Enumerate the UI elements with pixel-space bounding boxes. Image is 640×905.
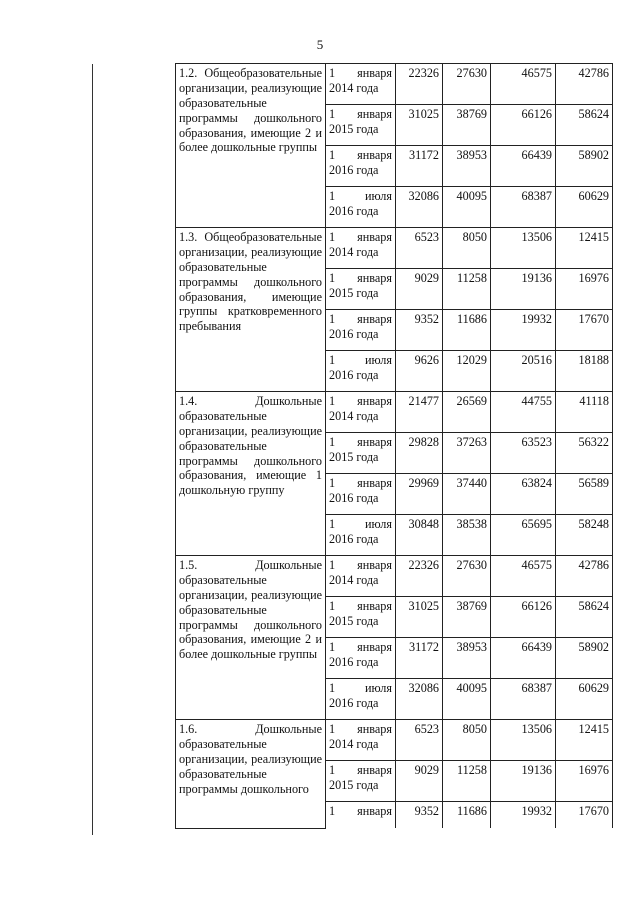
date-day-month: 1 января	[329, 107, 392, 121]
indicator-name-cell: 1.3. Общеобразовательные организации, реализующие образовательные программы дошкольного образования, имеющие группы кратковременного пребывания	[176, 228, 326, 392]
date-year: 2016 года	[329, 654, 379, 669]
data-table	[175, 63, 613, 829]
value-cell-1: 30848	[396, 515, 443, 556]
value-cell-1: 22326	[396, 64, 443, 105]
value-cell-3: 66439	[491, 638, 556, 679]
date-year: 2016 года	[329, 203, 379, 218]
value-cell-2: 8050	[443, 228, 491, 269]
date-day-month: 1 января	[329, 476, 392, 490]
value-cell-2: 11258	[443, 269, 491, 310]
value-cell-3: 46575	[491, 64, 556, 105]
left-margin-rule	[92, 64, 93, 835]
date-day-month: 1 июля	[329, 353, 392, 367]
value-cell-4: 42786	[556, 556, 613, 597]
value-cell-1: 31172	[396, 638, 443, 679]
value-cell-3: 19136	[491, 761, 556, 802]
value-cell-4: 16976	[556, 269, 613, 310]
indicator-name-cell: 1.4. Дошкольные образовательные организации, реализующие образовательные программы дошкольного образования, имеющие 1 дошкольную группу	[176, 392, 326, 556]
table-row	[176, 64, 613, 105]
page-number: 5	[316, 37, 324, 52]
value-cell-4: 58248	[556, 515, 613, 556]
date-year: 2014 года	[329, 572, 379, 587]
value-cell-2: 40095	[443, 187, 491, 228]
date-cell	[326, 433, 396, 474]
date-year: 2015 года	[329, 449, 379, 464]
value-cell-1: 32086	[396, 187, 443, 228]
date-day-month: 1 января	[329, 763, 392, 777]
value-cell-1: 9626	[396, 351, 443, 392]
date-year: 2014 года	[329, 80, 379, 95]
indicator-name-cell: 1.2. Общеобразовательные организации, реализующие образовательные программы дошкольного образования, имеющие 2 и более дошкольные группы	[176, 64, 326, 228]
value-cell-4: 16976	[556, 761, 613, 802]
value-cell-2: 11686	[443, 310, 491, 351]
value-cell-3: 13506	[491, 720, 556, 761]
value-cell-3: 66126	[491, 597, 556, 638]
value-cell-1: 9029	[396, 761, 443, 802]
date-year: 2015 года	[329, 285, 379, 300]
value-cell-2: 27630	[443, 556, 491, 597]
table-row	[176, 720, 613, 761]
value-cell-1: 22326	[396, 556, 443, 597]
value-cell-3: 66126	[491, 105, 556, 146]
date-day-month: 1 января	[329, 804, 392, 818]
value-cell-2: 8050	[443, 720, 491, 761]
value-cell-2: 37440	[443, 474, 491, 515]
date-cell	[326, 64, 396, 105]
value-cell-3: 68387	[491, 679, 556, 720]
value-cell-3: 20516	[491, 351, 556, 392]
value-cell-4: 12415	[556, 228, 613, 269]
value-cell-1: 29969	[396, 474, 443, 515]
date-year: 2016 года	[329, 490, 379, 505]
value-cell-4: 41118	[556, 392, 613, 433]
value-cell-1: 9352	[396, 802, 443, 829]
date-day-month: 1 января	[329, 148, 392, 162]
value-cell-1: 29828	[396, 433, 443, 474]
value-cell-1: 31172	[396, 146, 443, 187]
value-cell-2: 38769	[443, 597, 491, 638]
value-cell-1: 31025	[396, 597, 443, 638]
date-cell	[326, 556, 396, 597]
value-cell-2: 38953	[443, 638, 491, 679]
date-year: 2016 года	[329, 162, 379, 177]
date-cell	[326, 638, 396, 679]
value-cell-1: 21477	[396, 392, 443, 433]
date-year: 2016 года	[329, 531, 379, 546]
value-cell-4: 60629	[556, 679, 613, 720]
date-day-month: 1 января	[329, 722, 392, 736]
value-cell-4: 12415	[556, 720, 613, 761]
date-day-month: 1 января	[329, 312, 392, 326]
table-row	[176, 556, 613, 597]
value-cell-3: 63824	[491, 474, 556, 515]
value-cell-4: 58902	[556, 146, 613, 187]
date-day-month: 1 июля	[329, 189, 392, 203]
value-cell-4: 58902	[556, 638, 613, 679]
value-cell-4: 58624	[556, 105, 613, 146]
value-cell-3: 19136	[491, 269, 556, 310]
value-cell-2: 37263	[443, 433, 491, 474]
date-cell	[326, 392, 396, 433]
value-cell-3: 13506	[491, 228, 556, 269]
value-cell-2: 11258	[443, 761, 491, 802]
date-cell	[326, 515, 396, 556]
date-cell	[326, 310, 396, 351]
date-year: 2014 года	[329, 244, 379, 259]
date-year: 2015 года	[329, 777, 379, 792]
value-cell-2: 38953	[443, 146, 491, 187]
value-cell-1: 9352	[396, 310, 443, 351]
date-cell	[326, 105, 396, 146]
date-day-month: 1 января	[329, 640, 392, 654]
indicator-name-cell: 1.5. Дошкольные образовательные организации, реализующие образовательные программы дошкольного образования, имеющие 2 и более дошкольные группы	[176, 556, 326, 720]
date-day-month: 1 января	[329, 558, 392, 572]
date-day-month: 1 января	[329, 599, 392, 613]
date-cell	[326, 269, 396, 310]
date-year: 2016 года	[329, 326, 379, 341]
value-cell-3: 65695	[491, 515, 556, 556]
date-cell	[326, 679, 396, 720]
date-cell	[326, 146, 396, 187]
value-cell-4: 42786	[556, 64, 613, 105]
date-cell	[326, 228, 396, 269]
value-cell-2: 12029	[443, 351, 491, 392]
date-year: 2016 года	[329, 695, 379, 710]
value-cell-4: 18188	[556, 351, 613, 392]
value-cell-4: 17670	[556, 802, 613, 829]
value-cell-3: 19932	[491, 802, 556, 829]
value-cell-3: 19932	[491, 310, 556, 351]
date-cell	[326, 720, 396, 761]
value-cell-1: 6523	[396, 228, 443, 269]
value-cell-1: 31025	[396, 105, 443, 146]
value-cell-4: 58624	[556, 597, 613, 638]
value-cell-2: 27630	[443, 64, 491, 105]
date-cell	[326, 761, 396, 802]
value-cell-2: 38538	[443, 515, 491, 556]
date-day-month: 1 января	[329, 66, 392, 80]
date-day-month: 1 января	[329, 271, 392, 285]
date-cell	[326, 351, 396, 392]
value-cell-4: 17670	[556, 310, 613, 351]
indicator-name-cell: 1.6. Дошкольные образовательные организации, реализующие образовательные программы дошкольного	[176, 720, 326, 829]
value-cell-3: 46575	[491, 556, 556, 597]
value-cell-3: 63523	[491, 433, 556, 474]
date-day-month: 1 июля	[329, 681, 392, 695]
date-year: 2015 года	[329, 613, 379, 628]
date-cell	[326, 187, 396, 228]
value-cell-2: 38769	[443, 105, 491, 146]
date-year: 2015 года	[329, 121, 379, 136]
table-body	[176, 64, 613, 829]
value-cell-2: 11686	[443, 802, 491, 829]
date-day-month: 1 июля	[329, 517, 392, 531]
table-row	[176, 228, 613, 269]
date-year: 2016 года	[329, 367, 379, 382]
table-row	[176, 392, 613, 433]
value-cell-4: 56589	[556, 474, 613, 515]
date-cell	[326, 474, 396, 515]
value-cell-3: 44755	[491, 392, 556, 433]
date-day-month: 1 января	[329, 394, 392, 408]
value-cell-3: 66439	[491, 146, 556, 187]
value-cell-4: 60629	[556, 187, 613, 228]
value-cell-1: 32086	[396, 679, 443, 720]
value-cell-1: 9029	[396, 269, 443, 310]
value-cell-3: 68387	[491, 187, 556, 228]
value-cell-2: 26569	[443, 392, 491, 433]
date-day-month: 1 января	[329, 230, 392, 244]
date-year: 2014 года	[329, 736, 379, 751]
value-cell-1: 6523	[396, 720, 443, 761]
date-year: 2014 года	[329, 408, 379, 423]
date-cell	[326, 802, 396, 829]
value-cell-2: 40095	[443, 679, 491, 720]
date-cell	[326, 597, 396, 638]
value-cell-4: 56322	[556, 433, 613, 474]
date-day-month: 1 января	[329, 435, 392, 449]
